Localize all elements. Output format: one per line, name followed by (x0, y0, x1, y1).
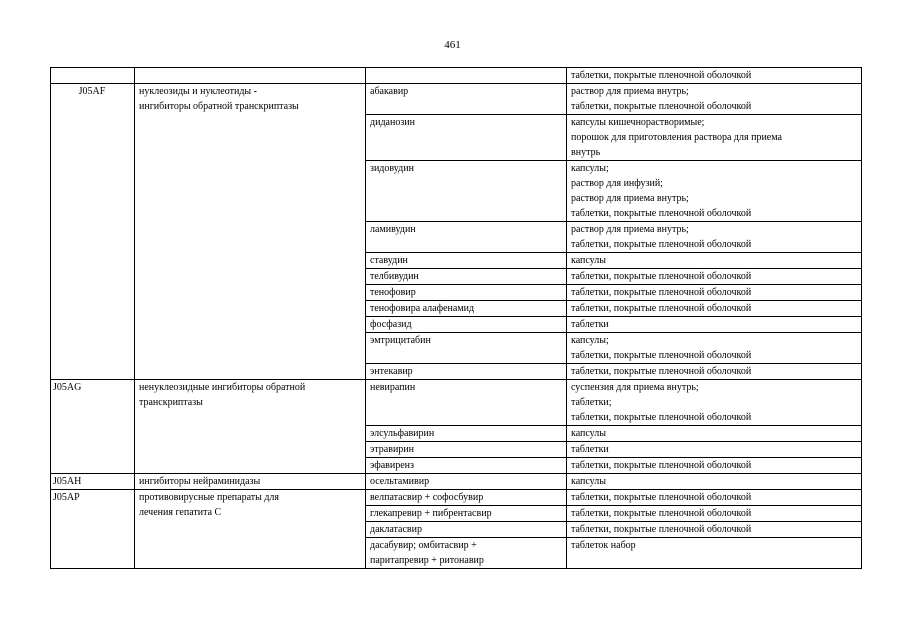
group-name-line: нуклеозиды и нуклеотиды - (139, 86, 257, 97)
table-row (51, 380, 862, 426)
drug-name-cell (366, 253, 567, 269)
dosage-form-line: таблетки, покрытые пленочной оболочкой (571, 208, 752, 219)
atc-code: J05AP (53, 492, 80, 503)
drug-name-line: невирапин (370, 382, 416, 393)
group-name-line: транскриптазы (139, 397, 203, 408)
drug-name-line: тенофовир (370, 287, 416, 298)
dosage-form-line: таблетки, покрытые пленочной оболочкой (571, 460, 752, 471)
dosage-form-line: раствор для приема внутрь; (571, 224, 689, 235)
dosage-form-cell (567, 285, 862, 301)
drug-name-cell (366, 474, 567, 490)
drug-name-line: диданозин (370, 117, 415, 128)
group-name-line: ингибиторы обратной транскриптазы (139, 101, 299, 112)
dosage-form-line: порошок для приготовления раствора для приема (571, 132, 782, 143)
drug-name-cell (366, 269, 567, 285)
dosage-form-cell (567, 490, 862, 506)
dosage-form-line: таблетки, покрытые пленочной оболочкой (571, 271, 752, 282)
drug-name-line: осельтамивир (370, 476, 430, 487)
dosage-form-line: таблетки, покрытые пленочной оболочкой (571, 287, 752, 298)
drug-name-line: зидовудин (370, 163, 414, 174)
drug-name-cell (366, 84, 567, 115)
dosage-form-line: таблетки, покрытые пленочной оболочкой (571, 508, 752, 519)
drug-name-line: энтекавир (370, 366, 413, 377)
drug-name-line: паритапревир + ритонавир (370, 555, 484, 566)
drug-name-cell (366, 317, 567, 333)
dosage-form-line: капсулы (571, 255, 606, 266)
dosage-form-line: таблетки, покрытые пленочной оболочкой (571, 350, 752, 361)
dosage-form-line: капсулы (571, 428, 606, 439)
dosage-form-cell (567, 84, 862, 115)
dosage-form-cell (567, 269, 862, 285)
group-name-cell (135, 474, 366, 490)
dosage-form-line: таблетки, покрытые пленочной оболочкой (571, 303, 752, 314)
dosage-form-cell (567, 253, 862, 269)
drug-name-line: элсульфавирин (370, 428, 435, 439)
drug-name-cell (366, 522, 567, 538)
atc-code-cell (51, 84, 135, 380)
drug-name-line: даклатасвир (370, 524, 422, 535)
dosage-form-line: таблетки, покрытые пленочной оболочкой (571, 70, 752, 81)
drug-name-line: телбивудин (370, 271, 419, 282)
drug-name-cell (366, 490, 567, 506)
atc-code-cell (51, 474, 135, 490)
drug-name-cell (366, 458, 567, 474)
atc-code: J05AG (53, 382, 82, 393)
dosage-form-line: внутрь (571, 147, 601, 158)
dosage-form-line: капсулы; (571, 163, 609, 174)
drug-name-line: этравирин (370, 444, 414, 455)
dosage-form-cell (567, 522, 862, 538)
group-name-line: противовирусные препараты для (139, 492, 280, 503)
dosage-form-line: таблетки (571, 319, 609, 330)
dosage-form-line: раствор для приема внутрь; (571, 86, 689, 97)
group-name-cell (135, 84, 366, 380)
drug-name-cell (366, 333, 567, 364)
dosage-form-line: таблетки; (571, 397, 612, 408)
dosage-form-line: таблетки, покрытые пленочной оболочкой (571, 524, 752, 535)
drug-name-cell (366, 68, 567, 84)
dosage-form-cell (567, 115, 862, 161)
drug-table (50, 67, 862, 569)
group-name-cell (135, 68, 366, 84)
atc-code: J05AH (53, 476, 82, 487)
drug-name-cell (366, 161, 567, 222)
dosage-form-line: капсулы; (571, 335, 609, 346)
dosage-form-cell (567, 161, 862, 222)
dosage-form-line: таблетки (571, 444, 609, 455)
drug-name-cell (366, 380, 567, 426)
dosage-form-cell (567, 317, 862, 333)
dosage-form-cell (567, 380, 862, 426)
drug-name-line: ставудин (370, 255, 408, 266)
dosage-form-cell (567, 474, 862, 490)
drug-name-cell (366, 506, 567, 522)
dosage-form-cell (567, 506, 862, 522)
drug-name-line: тенофовира алафенамид (370, 303, 475, 314)
dosage-form-cell (567, 364, 862, 380)
dosage-form-line: таблетки, покрытые пленочной оболочкой (571, 366, 752, 377)
dosage-form-cell (567, 538, 862, 569)
group-name-line: ингибиторы нейраминидазы (139, 476, 261, 487)
drug-name-line: глекапревир + пибрентасвир (370, 508, 492, 519)
dosage-form-line: суспензия для приема внутрь; (571, 382, 699, 393)
drug-name-cell (366, 442, 567, 458)
table-row (51, 84, 862, 115)
dosage-form-cell (567, 426, 862, 442)
drug-name-line: эмтрицитабин (370, 335, 431, 346)
dosage-form-cell (567, 301, 862, 317)
dosage-form-cell (567, 333, 862, 364)
dosage-form-cell (567, 68, 862, 84)
code-cell (51, 68, 135, 84)
group-name-cell (135, 380, 366, 474)
dosage-form-line: таблеток набор (571, 540, 636, 551)
group-name-cell (135, 490, 366, 569)
dosage-form-line: таблетки, покрытые пленочной оболочкой (571, 412, 752, 423)
drug-name-cell (366, 222, 567, 253)
dosage-form-cell (567, 442, 862, 458)
drug-name-line: фосфазид (370, 319, 412, 330)
atc-code-cell (51, 490, 135, 569)
table-body (51, 68, 862, 569)
dosage-form-line: капсулы кишечнорастворимые; (571, 117, 705, 128)
dosage-form-line: таблетки, покрытые пленочной оболочкой (571, 492, 752, 503)
group-name-line: лечения гепатита C (139, 507, 222, 518)
drug-name-line: велпатасвир + софосбувир (370, 492, 484, 503)
dosage-form-line: капсулы (571, 476, 606, 487)
drug-name-line: абакавир (370, 86, 409, 97)
dosage-form-line: раствор для приема внутрь; (571, 193, 689, 204)
drug-name-line: ламивудин (370, 224, 416, 235)
drug-name-cell (366, 115, 567, 161)
dosage-form-line: таблетки, покрытые пленочной оболочкой (571, 239, 752, 250)
table-row-continuation (51, 68, 862, 84)
group-name-line: ненуклеозидные ингибиторы обратной (139, 382, 306, 393)
table-row (51, 474, 862, 490)
page-number: 461 (444, 39, 461, 51)
dosage-form-line: раствор для инфузий; (571, 178, 663, 189)
atc-code: J05AF (78, 86, 106, 97)
drug-name-line: эфавиренз (370, 460, 414, 471)
drug-name-cell (366, 285, 567, 301)
drug-name-cell (366, 364, 567, 380)
dosage-form-cell (567, 222, 862, 253)
drug-name-line: дасабувир; омбитасвир + (370, 540, 477, 551)
drug-name-cell (366, 426, 567, 442)
table-row (51, 490, 862, 506)
drug-name-cell (366, 538, 567, 569)
atc-code-cell (51, 380, 135, 474)
dosage-form-cell (567, 458, 862, 474)
drug-name-cell (366, 301, 567, 317)
dosage-form-line: таблетки, покрытые пленочной оболочкой (571, 101, 752, 112)
